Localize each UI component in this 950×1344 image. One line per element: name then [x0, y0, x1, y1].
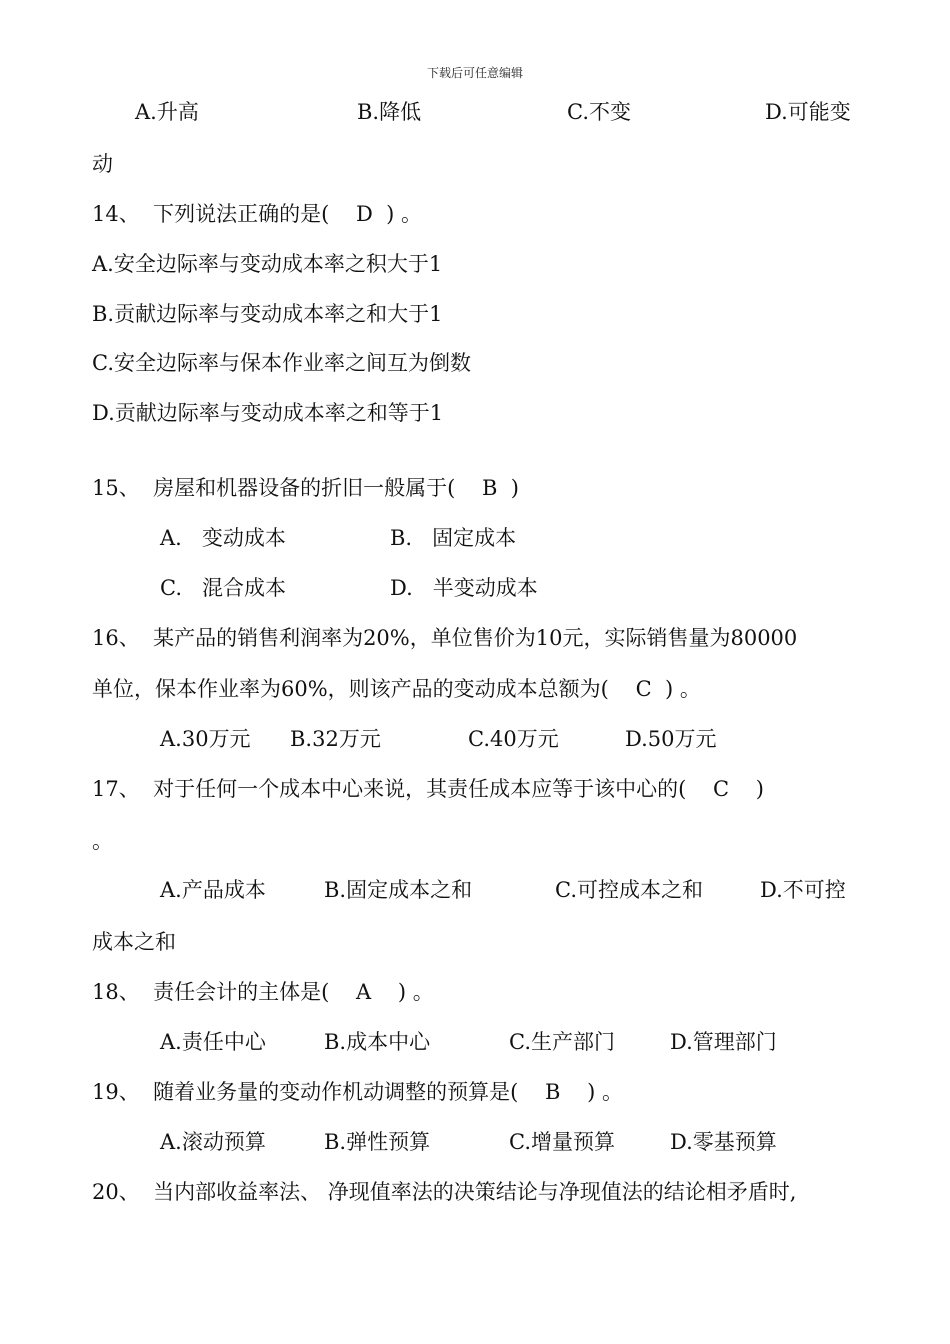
- q15-option-a: A. 变动成本: [160, 526, 286, 550]
- q16-stem-line2: 单位，保本作业率为60%，则该产品的变动成本总额为( C ) 。: [92, 677, 701, 701]
- q19-option-d: D.零基预算: [670, 1130, 777, 1154]
- q18-option-d: D.管理部门: [670, 1030, 777, 1054]
- q18-option-a: A.责任中心: [160, 1030, 266, 1054]
- q13-option-c: C.不变: [567, 100, 631, 124]
- q13-option-d: D.可能变: [765, 100, 851, 124]
- q18-option-b: B.成本中心: [324, 1030, 431, 1054]
- q17-option-b: B.固定成本之和: [324, 878, 473, 902]
- q16-option-d: D.50万元: [625, 727, 717, 751]
- page-header: 下载后可任意编辑: [426, 66, 523, 80]
- q15-option-b: B. 固定成本: [390, 526, 517, 550]
- q14-option-b: B.贡献边际率与变动成本率之和大于1: [92, 302, 443, 326]
- q13-option-b: B.降低: [357, 100, 422, 124]
- q14-option-d: D.贡献边际率与变动成本率之和等于1: [92, 401, 444, 425]
- q15-stem: 15、 房屋和机器设备的折旧一般属于( B ): [92, 476, 519, 500]
- q14-stem: 14、 下列说法正确的是( D ) 。: [92, 202, 423, 226]
- q18-option-c: C.生产部门: [509, 1030, 615, 1054]
- q17-option-a: A.产品成本: [160, 878, 266, 902]
- q13-option-a: A.升高: [135, 100, 199, 124]
- q19-stem: 19、 随着业务量的变动作机动调整的预算是( B ) 。: [92, 1080, 623, 1104]
- q16-option-b: B.32万元: [290, 727, 381, 751]
- q15-option-d: D. 半变动成本: [390, 576, 538, 600]
- q14-option-a: A.安全边际率与变动成本率之积大于1: [92, 252, 443, 276]
- q19-option-a: A.滚动预算: [160, 1130, 266, 1154]
- q15-option-c: C. 混合成本: [160, 576, 287, 600]
- q19-option-c: C.增量预算: [509, 1130, 615, 1154]
- q17-stem-line1: 17、 对于任何一个成本中心来说，其责任成本应等于该中心的( C ): [92, 777, 764, 801]
- q17-stem-line2: 。: [92, 829, 113, 853]
- q17-option-d-wrap: 成本之和: [92, 930, 176, 954]
- q16-stem-line1: 16、 某产品的销售利润率为20%，单位售价为10元，实际销售量为80000: [92, 626, 798, 650]
- q17-option-c: C.可控成本之和: [555, 878, 703, 902]
- q18-stem: 18、 责任会计的主体是( A ) 。: [92, 980, 434, 1004]
- q16-option-c: C.40万元: [468, 727, 559, 751]
- q13-option-d-wrap: 动: [92, 152, 113, 176]
- q19-option-b: B.弹性预算: [324, 1130, 431, 1154]
- q20-stem: 20、 当内部收益率法、 净现值率法的决策结论与净现值法的结论相矛盾时,: [92, 1180, 797, 1204]
- q17-option-d: D.不可控: [760, 878, 846, 902]
- q16-option-a: A.30万元: [160, 727, 251, 751]
- q14-option-c: C.安全边际率与保本作业率之间互为倒数: [92, 351, 471, 375]
